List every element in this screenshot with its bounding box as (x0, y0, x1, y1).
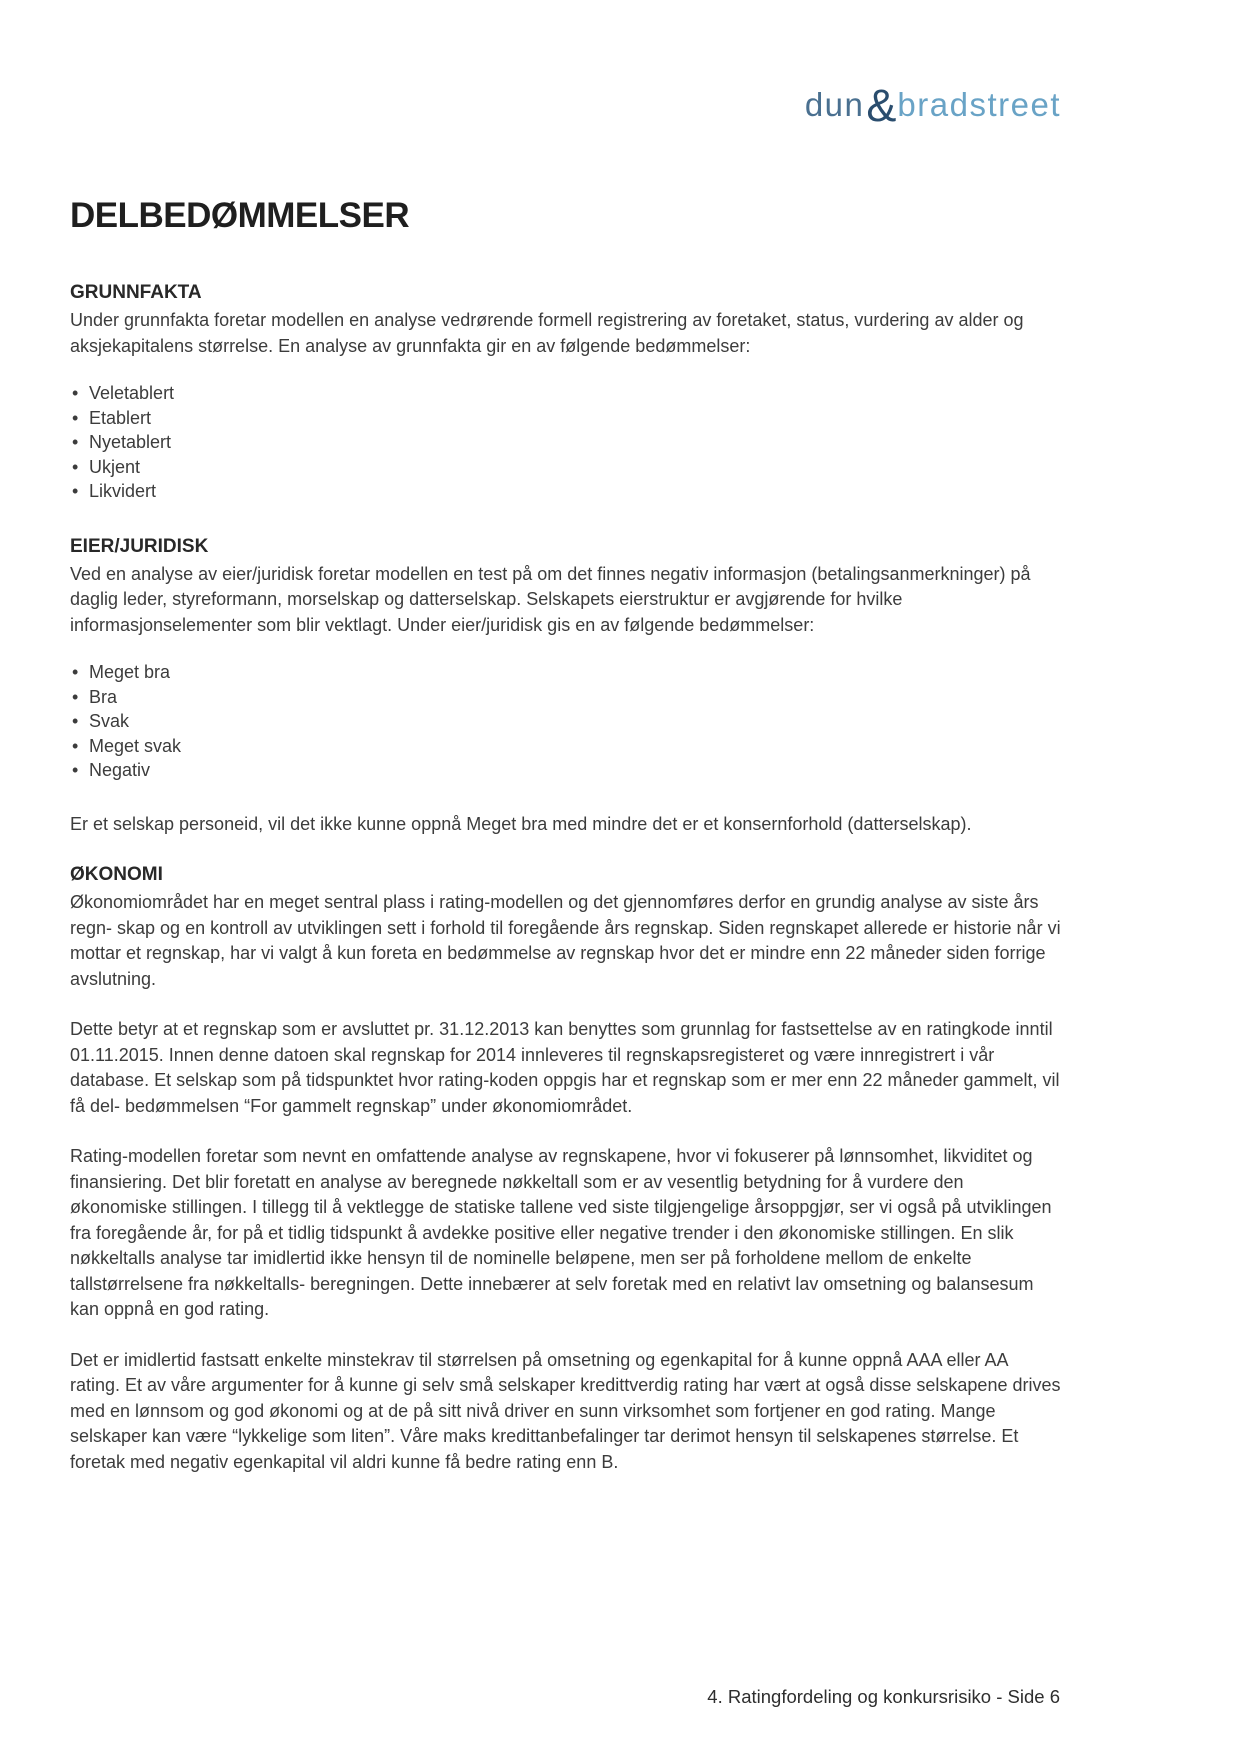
list-item: • Veletablert (70, 381, 1061, 406)
list-item: • Meget bra (70, 660, 1061, 685)
list-item: • Likvidert (70, 479, 1061, 504)
bullet-list-grunnfakta (70, 381, 1061, 504)
list-item: • Etablert (70, 406, 1061, 431)
section-okonomi (70, 863, 1061, 1475)
paragraph-personeid-note: Er et selskap personeid, vil det ikke kunne oppnå Meget bra med mindre det er et konsernforhold (datterselskap). (70, 813, 972, 834)
paragraph-eier-juridisk-intro: Ved en analyse av eier/juridisk foretar modellen en test på om det finnes negativ informasjon (betalingsanmerkninger) på daglig leder, styreformann, morselskap og datterselskap. Selskapets eierstruktur er avgjørende for hvilke informasjonselementer som blir vektlagt. Under eier/juridisk gis en av følgende bedømmelser: (70, 563, 1031, 635)
list-item: • Negativ (70, 758, 1061, 783)
section-heading-grunnfakta: GRUNNFAKTA (70, 282, 202, 303)
logo-text-bradstreet: bradstreet (897, 86, 1061, 123)
list-item: • Meget svak (70, 734, 1061, 759)
list-item: • Svak (70, 709, 1061, 734)
section-heading-eier-juridisk: EIER/JURIDISK (70, 535, 209, 557)
bullet-list-eier-juridisk (70, 660, 1061, 783)
dun-bradstreet-logo (70, 0, 1061, 131)
section-heading-okonomi: ØKONOMI (70, 864, 163, 885)
section-grunnfakta (70, 281, 1061, 504)
page-title: DELBEDØMMELSER (70, 196, 410, 235)
paragraph-okonomi-1: Økonomiområdet har en meget sentral plass i rating-modellen og det gjennomføres derfor en grundig analyse av siste års regn- skap og en kontroll av utviklingen sett i forhold til foregående års regnskap. Siden regnskapet allerede er historie når vi mottar et regnskap, har vi valgt å kun foreta en bedømmelse av regnskap hvor det er mindre enn 22 måneder siden forrige avslutning. (70, 892, 1061, 989)
list-item: • Nyetablert (70, 430, 1061, 455)
paragraph-okonomi-4: Det er imidlertid fastsatt enkelte minstekrav til størrelsen på omsetning og egenkapital for å kunne oppnå AAA eller AA rating. Et av våre argumenter for å kunne gi selv små selskaper kredittverdig rating har vært at også disse selskapene drives med en lønnsom og god økonomi og at de på sitt nivå driver en sunn virksomhet som fortjener en god rating. Mange selskaper kan være “lykkelige som liten”. Våre maks kredittanbefalinger tar derimot hensyn til selskapenes størrelse. Et foretak med negativ egenkapital vil aldri kunne få bedre rating enn B. (70, 1349, 1061, 1472)
paragraph-okonomi-2: Dette betyr at et regnskap som er avsluttet pr. 31.12.2013 kan benyttes som grunnlag for fastsettelse av en ratingkode inntil 01.11.2015. Innen denne datoen skal regnskap for 2014 innleveres til regnskapsregisteret og være innregistrert i vår database. Et selskap som på tidspunktet hvor rating-koden oppgis har et regnskap som er mer enn 22 måneder gammelt, vil få del- bedømmelsen “For gammelt regnskap” under økonomiområdet. (70, 1019, 1060, 1116)
list-item: • Ukjent (70, 455, 1061, 480)
ampersand-icon: & (866, 80, 897, 131)
paragraph-okonomi-3: Rating-modellen foretar som nevnt en omfattende analyse av regnskapene, hvor vi fokuserer på lønnsomhet, likviditet og finansiering. Det blir foretatt en analyse av beregnede nøkkeltall som er av vesentlig betydning for å vurdere den økonomiske stillingen. I tillegg til å vektlegge de statiske tallene ved siste tilgjengelige årsoppgjør, ser vi også på utviklingen fra foregående år, for på et tidlig tidspunkt å avdekke positive eller negative trender i den økonomiske stillingen. En slik nøkkeltalls analyse tar imidlertid ikke hensyn til de nominelle beløpene, men ser på forholdene mellom de enkelte tallstørrelsene fra nøkkeltalls- beregningen. Dette innebærer at selv foretak med en relativt lav omsetning og balansesum kan oppnå en god rating. (70, 1146, 1052, 1319)
logo-text-dun: dun (804, 86, 865, 123)
page-footer: 4. Ratingfordeling og konkursrisiko - Side 6 (707, 1686, 1060, 1707)
list-item: • Bra (70, 685, 1061, 710)
section-eier-juridisk (70, 535, 1061, 838)
paragraph-grunnfakta-intro: Under grunnfakta foretar modellen en analyse vedrørende formell registrering av foretaket, status, vurdering av alder og aksjekapitalens størrelse. En analyse av grunnfakta gir en av følgende bedømmelser: (70, 310, 1024, 356)
